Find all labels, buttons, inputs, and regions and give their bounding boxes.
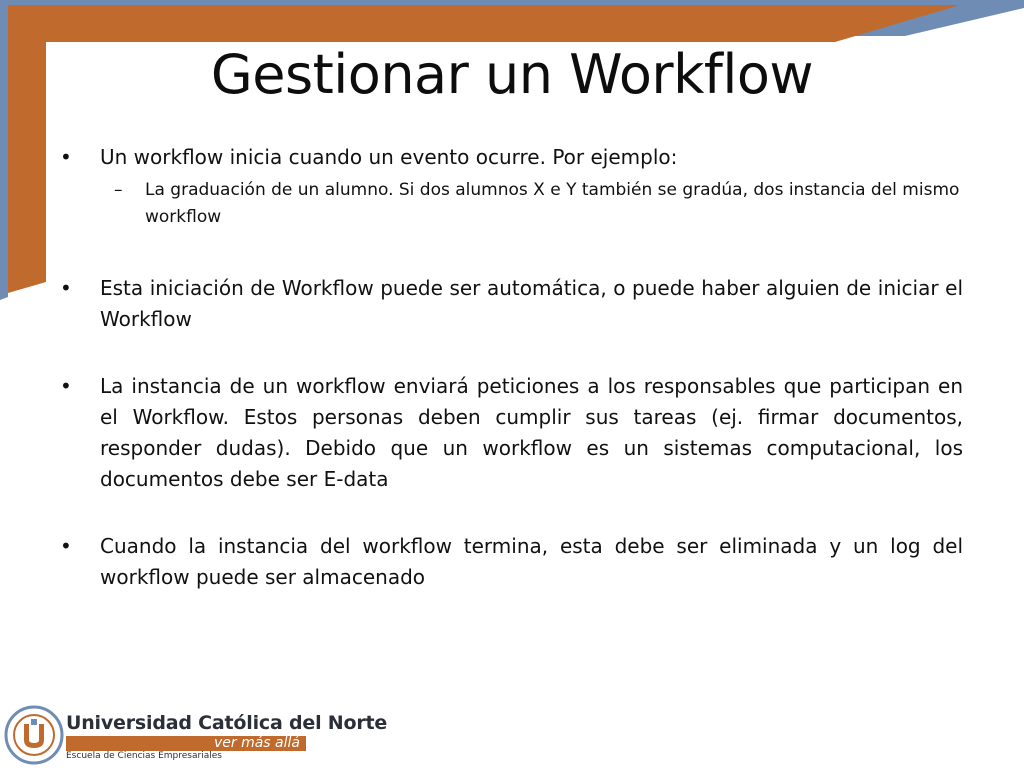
spacer (58, 495, 963, 531)
bullet-text: La instancia de un workflow enviará peticiones a los responsables que participan en el Workflow. Estos personas deben cumplir sus tareas (ej. firmar documentos, responder dudas). Debido que un workflow es un sistemas computacional, los documentos debe ser E-data (100, 374, 963, 491)
bullet-item (58, 142, 963, 173)
bullet-marker: • (60, 145, 72, 169)
bullet-marker: • (60, 276, 72, 300)
school-name: Escuela de Ciencias Empresariales (66, 751, 222, 761)
tagline-bar (66, 736, 306, 751)
spacer (58, 335, 963, 371)
bullet-text: Cuando la instancia del workflow termina, esta debe ser eliminada y un log del workflow puede ser almacenado (100, 534, 963, 589)
sub-bullet-text: La graduación de un alumno. Si dos alumnos X e Y también se gradúa, dos instancia del mismo workflow (145, 180, 960, 227)
bullet-item (58, 273, 963, 335)
bullet-item (58, 531, 963, 593)
tagline-text: ver más allá (213, 735, 300, 751)
bullet-text: Esta iniciación de Workflow puede ser automática, o puede haber alguien de iniciar el Workflow (100, 276, 963, 331)
bullet-item (58, 371, 963, 495)
sub-bullet-marker: – (114, 180, 123, 200)
spacer (58, 231, 963, 273)
seal-crown (31, 719, 37, 725)
bullet-text: Un workflow inicia cuando un evento ocurre. Por ejemplo: (100, 145, 678, 169)
bullet-marker: • (60, 534, 72, 558)
slide-title: Gestionar un Workflow (210, 43, 814, 106)
slide-content (58, 142, 963, 593)
university-name: Universidad Católica del Norte (66, 712, 388, 734)
bullet-marker: • (60, 374, 72, 398)
sub-bullet-item (58, 177, 963, 231)
